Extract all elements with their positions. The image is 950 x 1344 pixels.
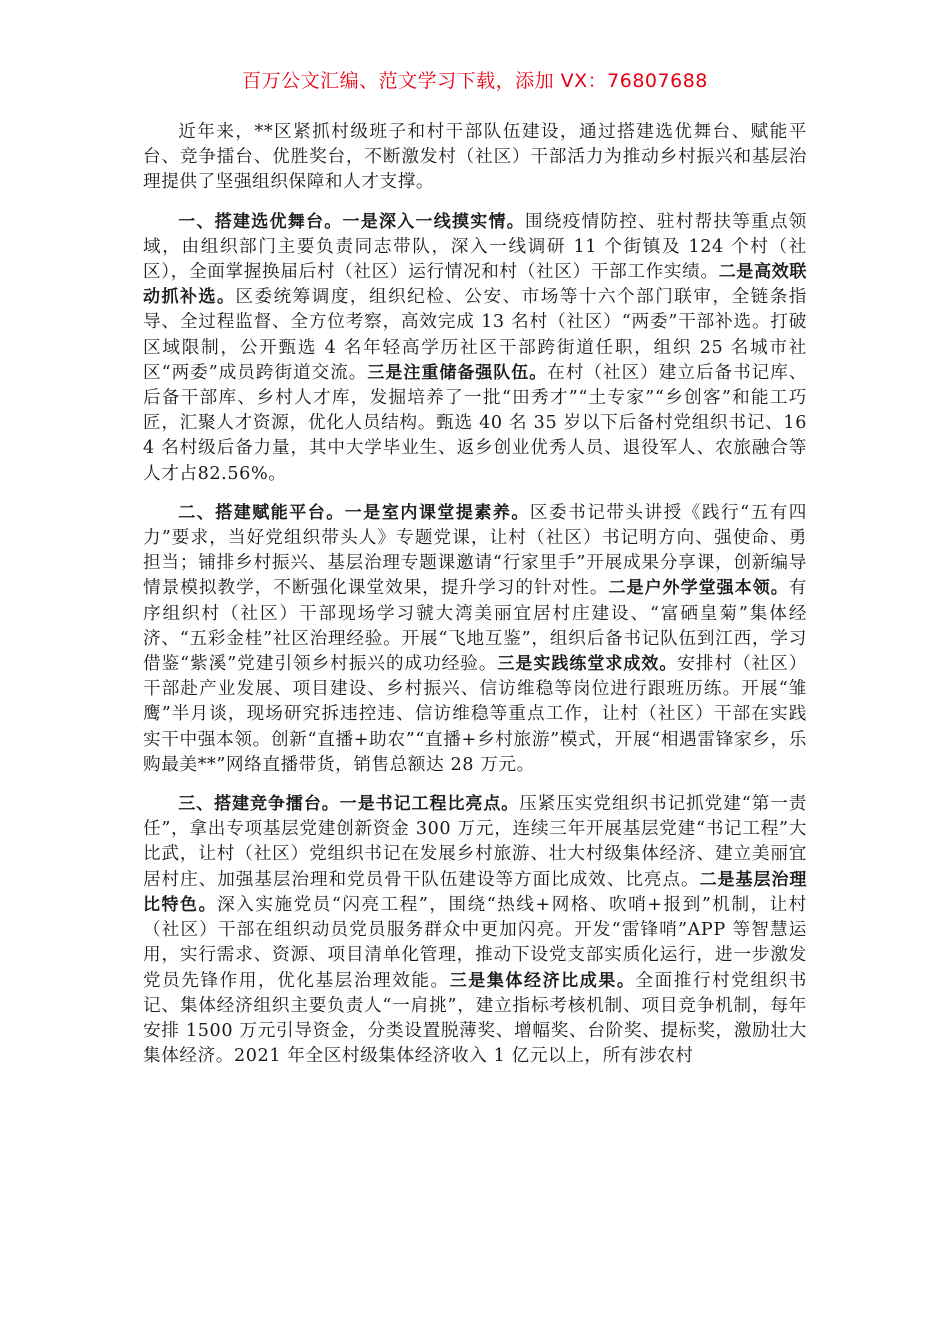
section-2-point-2-title: 二是户外学堂强本领。 [608,578,789,599]
document-body [143,120,807,1083]
section-1-point-2-text: 区委统筹调度，组织纪检、公安、市场等十六个部门联审，全链条指导、全过程监督、全方位考察，高效完成 13 名村（社区）“两委”干部补选。打破区域限制，公开甄选 4 名年轻高学历社区干部跨街道任职，组织 25 名城市社区“两委”成员跨街道交流。 [143,287,807,383]
section-2-paragraph [143,501,807,778]
section-3-point-3-text: 全面推行村党组织书记、集体经济组织主要负责人“一肩挑”，建立指标考核机制、项目竞争机制，每年安排 1500 万元引导资金，分类设置脱薄奖、增幅奖、台阶奖、提标奖，激励壮大集体经济。2021 年全区村级集体经济收入 1 亿元以上，所有涉农村 [143,970,807,1067]
section-2-point-3-title: 三是实践练堂求成效。 [497,654,678,675]
section-2-heading: 二、搭建赋能平台。 [178,502,345,523]
section-1-paragraph [143,210,807,487]
section-1-point-2-title: 二是高效联动抓补选。 [143,262,808,308]
section-1-heading: 一、搭建选优舞台。 [178,211,343,232]
download-banner: 百万公文汇编、范文学习下载，添加 VX：76807688 [242,70,708,92]
section-3-point-2-text: 深入实施党员“闪亮工程”，围绕“热线+网格、吹哨+报到”机制，让村（社区）干部在组织动员党员服务群众中更加闪亮。开发“雷锋哨”APP 等智慧运用，实行需求、资源、项目清单化管理，推动下设党支部实质化运行，进一步激发党员先锋作用，优化基层治理效能。 [143,894,808,991]
section-3-point-1-title: 一是书记工程比亮点。 [339,794,520,815]
section-2-point-1-title: 一是室内课堂提素养。 [344,502,530,523]
section-1-point-1-text: 围绕疫情防控、驻村帮扶等重点领域，由组织部门主要负责同志带队，深入一线调研 11 个街镇及 124 个村（社区），全面掌握换届后村（社区）运行情况和村（社区）干部工作实绩。 [143,211,807,283]
section-3-paragraph [143,792,807,1069]
section-2-point-1-text: 区委书记带头讲授《践行“五有四力”要求，当好党组织带头人》专题党课，让村（社区）书记明方向、强使命、勇担当；铺排乡村振兴、基层治理专题课邀请“行家里手”开展成果分享课，创新编导情景模拟教学，不断强化课堂效果，提升学习的针对性。 [143,502,807,599]
section-3-heading: 三、搭建竞争擂台。 [178,794,340,815]
section-3-point-2-title: 二是基层治理比特色。 [143,869,807,915]
section-1-point-1-title: 一是深入一线摸实情。 [342,211,525,232]
section-1-point-3-text: 在村（社区）建立后备书记库、后备干部库、乡村人才库，发掘培养了一批“田秀才”“土专家”“乡创客”和能工巧匠，汇聚人才资源，优化人员结构。甄选 40 名 35 岁以下后备村党组织书记、164 名村级后备力量，其中大学毕业生、返乡创业优秀人员、退役军人、农旅融合等人才占82.56%。 [143,362,808,484]
intro-paragraph: 近年来，**区紧抓村级班子和村干部队伍建设，通过搭建选优舞台、赋能平台、竞争擂台、优胜奖台，不断激发村（社区）干部活力为推动乡村振兴和基层治理提供了坚强组织保障和人才支撑。 [143,122,807,193]
section-1-point-3-title: 三是注重储备强队伍。 [367,362,548,383]
section-3-point-1-text: 压紧压实党组织书记抓党建“第一责任”，拿出专项基层党建创新资金 300 万元，连续三年开展基层党建“书记工程”大比武，让村（社区）党组织书记在发展乡村旅游、壮大村级集体经济、建立美丽宜居村庄、加强基层治理和党员骨干队伍建设等方面比成效、比亮点。 [143,794,807,890]
section-3-point-3-title: 三是集体经济比成果。 [449,970,636,991]
section-2-point-2-text: 有序组织村（社区）干部现场学习虢大湾美丽宜居村庄建设、“富硒皇菊”集体经济、“五彩金桂”社区治理经验。开展“飞地互鉴”，组织后备书记队伍到江西，学习借鉴“紫溪”党建引领乡村振兴的成功经验。 [143,578,807,675]
section-2-point-3-text: 安排村（社区）干部赴产业发展、项目建设、乡村振兴、信访维稳等岗位进行跟班历练。开展“雏鹰”半月谈，现场研究拆违控违、信访维稳等重点工作，让村（社区）干部在实践实干中强本领。创新“直播+助农”“直播+乡村旅游”模式，开展“相遇雷锋家乡，乐购最美**”网络直播带货，销售总额达 28 万元。 [143,654,808,775]
